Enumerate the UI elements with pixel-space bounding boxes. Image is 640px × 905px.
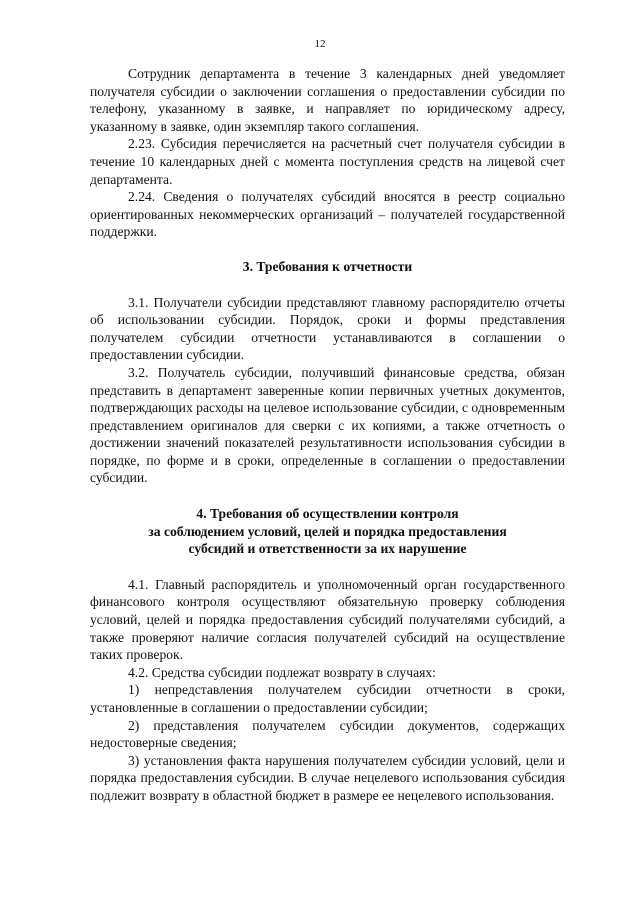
document-body <box>90 65 565 805</box>
page-number: 12 <box>314 38 326 50</box>
section-4-heading <box>90 505 565 558</box>
section-4-heading-line: субсидий и ответственности за их нарушение <box>188 541 467 557</box>
section-4-heading-line: 4. Требования об осуществлении контроля <box>196 506 459 522</box>
paragraph-2-24: 2.24. Сведения о получателях субсидий вносятся в реестр социально ориентированных некоммерческих организаций – получателей государственной поддержки. <box>90 189 565 240</box>
list-item-1: 1) непредставления получателем субсидии отчетности в сроки, установленные в соглашении о предоставлении субсидии; <box>90 682 565 715</box>
section-4-body <box>90 576 565 805</box>
list-item-2: 2) представления получателем субсидии документов, содержащих недостоверные сведения; <box>90 717 565 751</box>
paragraph-employee-notification: Сотрудник департамента в течение 3 календарных дней уведомляет получателя субсидии о заключении соглашения о предоставлении субсидии по телефону, указанному в заявке, и направляет по юридическому адресу, указанному в заявке, один экземпляр такого соглашения. <box>90 66 565 134</box>
paragraph-4-2: 4.2. Средства субсидии подлежат возврату в случаях: <box>128 664 436 680</box>
section-3-body <box>90 294 565 488</box>
paragraph-2-23: 2.23. Субсидия перечисляется на расчетный счет получателя субсидии в течение 10 календарных дней с момента поступления средств на лицевой счет департамента. <box>90 136 565 187</box>
list-item-3: 3) установления факта нарушения получателем субсидии условий, цели и порядка предоставления субсидии. В случае нецелевого использования субсидия подлежит возврату в областной бюджет в размере ее нецелевого использования. <box>90 752 565 803</box>
section-4-heading-line: за соблюдением условий, целей и порядка предоставления <box>148 523 507 539</box>
paragraph-4-1: 4.1. Главный распорядитель и уполномоченный орган государственного финансового контроля осуществляют обязательную проверку соблюдения условий, целей и порядка предоставления субсидий получателями субсидий, а также проверяют наличие согласия получателей субсидий на осуществление таких проверок. <box>90 576 565 663</box>
section-3-heading: 3. Требования к отчетности <box>242 258 413 274</box>
paragraph-3-2: 3.2. Получатель субсидии, получивший финансовые средства, обязан представить в департамент заверенные копии первичных учетных документов, подтверждающих расходы на целевое использование субсидии, с одновременным представлением оригиналов для сверки с их копиями, а также отчетность о достижении значений показателей результативности использования субсидии в порядке, по форме и в сроки, определенные в соглашении о предоставлении субсидии. <box>90 364 565 486</box>
paragraph-3-1: 3.1. Получатели субсидии представляют главному распорядителю отчеты об использовании субсидии. Порядок, сроки и формы представления получателем субсидии отчетности устанавливаются в соглашении о предоставлении субсидии. <box>90 294 565 363</box>
